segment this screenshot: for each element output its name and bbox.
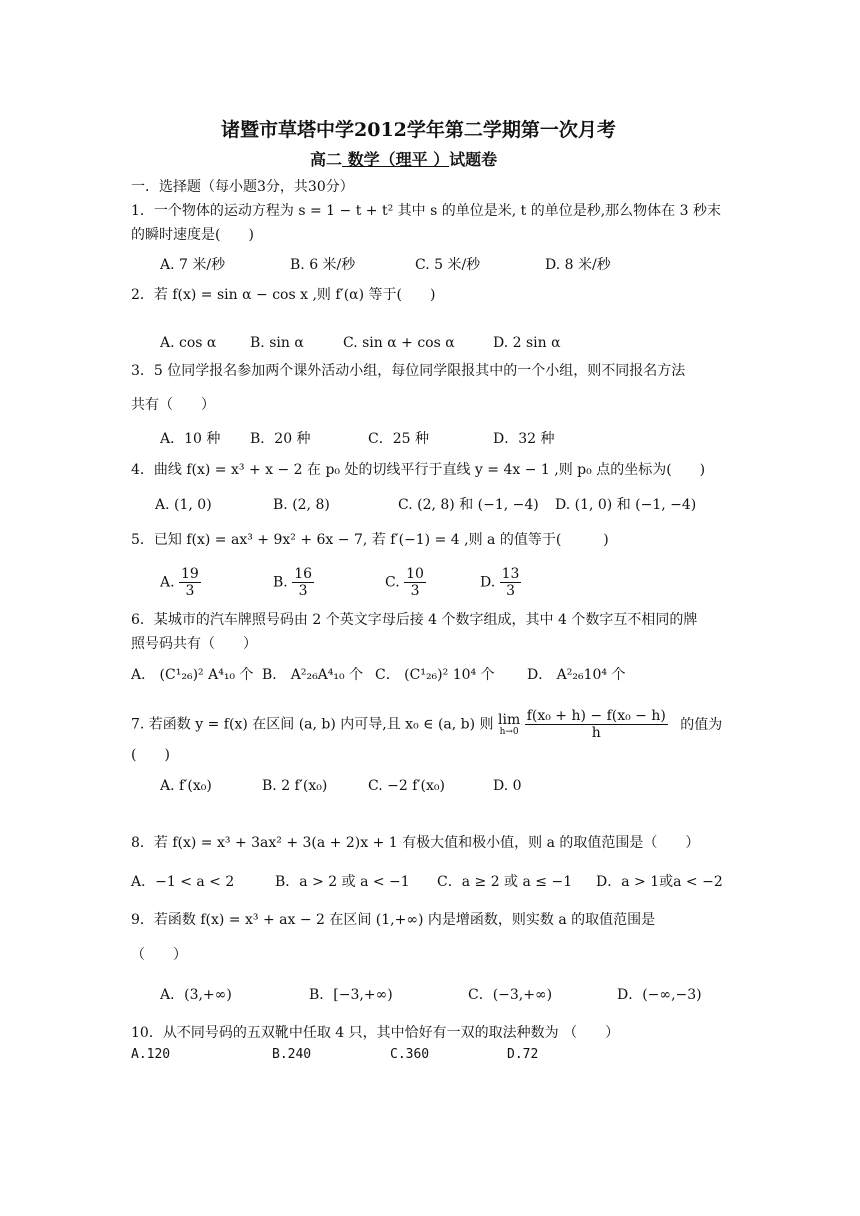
q6-option-a: A． (C¹₂₆)² A⁴₁₀ 个 [131,667,254,683]
q7-limit-sub: h→0 [499,726,519,737]
q5-option-d-num: 13 [501,566,520,582]
q7-option-a: A. f′(x₀) [160,778,212,794]
q7-stem-prefix: 7. 若函数 y = f(x) 在区间 (a, b) 内可导,且 x₀ ∈ (a, b) 则 [131,716,494,733]
q5-option-d-fraction [500,566,522,599]
q5-option-d-label: D. [480,574,496,591]
q7-option-d: D. 0 [493,778,522,794]
q7-stem-cont: ( ) [131,747,170,763]
q7-stem [131,708,722,741]
q8-option-b: B．a > 2 或 a < −1 [275,874,410,890]
q2-option-b: B. sin α [250,335,304,351]
q9-stem: 9．若函数 f(x) = x³ + ax − 2 在区间 (1,+∞) 内是增函数，则实数 a 的取值范围是 [131,912,656,928]
q4-option-a: A. (1, 0) [155,497,212,513]
q3-option-a: A．10 种 [160,431,221,447]
q9-option-a: A．(3,+∞) [160,987,232,1003]
q2-stem: 2．若 f(x) = sin α − cos x ,则 f′(α) 等于( ) [131,287,436,303]
q1-option-b: B. 6 米/秒 [290,257,356,273]
q1-option-d: D. 8 米/秒 [545,257,611,273]
q7-denominator: h [591,725,601,741]
q2-option-c: C. sin α + cos α [343,335,455,351]
q5-option-a [160,566,201,599]
section-heading: 一．选择题（每小题3分，共30分） [131,179,354,195]
q3-option-c: C．25 种 [368,431,429,447]
subtitle-suffix: 试题卷 [449,150,498,169]
q5-option-d-den: 3 [506,583,516,599]
q8-option-d: D．a > 1或a < −2 [596,874,723,890]
q1-stem: 1．一个物体的运动方程为 s = 1 − t + t² 其中 s 的单位是米, t 的单位是秒,那么物体在 3 秒末 [131,203,721,219]
q3-option-d: D．32 种 [493,431,555,447]
q10-option-a: A.120 [131,1047,171,1062]
q5-option-d [480,566,521,599]
q4-option-d: D. (1, 0) 和 (−1, −4) [555,497,697,513]
q7-stem-suffix: 的值为 [680,716,723,733]
q5-option-c [385,566,426,599]
q10-option-b: B.240 [272,1047,312,1062]
q8-option-a: A．−1 < a < 2 [131,874,235,890]
exam-title: 诸暨市草塔中学2012学年第二学期第一次月考 [221,119,616,141]
q6-stem-cont: 照号码共有（ ） [131,636,257,652]
q6-option-d: D． A²₂₆10⁴ 个 [527,667,626,683]
q5-option-a-den: 3 [185,583,195,599]
q8-option-c: C．a ≥ 2 或 a ≤ −1 [437,874,573,890]
q5-option-b-num: 16 [294,566,313,582]
q5-option-a-fraction [179,566,201,599]
subtitle-grade: 高二 [310,150,343,169]
q2-option-a: A. cos α [160,335,217,351]
q5-option-a-label: A. [160,574,175,591]
q7-option-b: B. 2 f′(x₀) [262,778,328,794]
q7-fraction [525,708,668,741]
q5-option-b-label: B. [273,574,288,591]
q9-stem-cont: （ ） [131,947,187,963]
q10-stem: 10．从不同号码的五双靴中任取 4 只，其中恰好有一双的取法种数为 （ ） [131,1025,620,1041]
q7-limit [498,713,520,737]
q3-option-b: B．20 种 [250,431,311,447]
subtitle-subject: 数学（理平 ） [342,150,450,169]
q8-stem: 8．若 f(x) = x³ + 3ax² + 3(a + 2)x + 1 有极大值和极小值，则 a 的取值范围是（ ） [131,835,700,851]
q10-option-c: C.360 [390,1047,430,1062]
q6-option-c: C． (C¹₂₆)² 10⁴ 个 [375,667,495,683]
q7-limit-label: lim [498,711,521,728]
q3-stem-cont: 共有（ ） [131,397,215,413]
q5-option-c-den: 3 [410,583,420,599]
q1-stem-cont: 的瞬时速度是( ) [131,227,254,243]
q9-option-d: D．(−∞,−3) [617,987,702,1003]
q7-numerator: f(x₀ + h) − f(x₀ − h) [526,708,666,724]
q4-option-b: B. (2, 8) [273,497,330,513]
q6-stem: 6．某城市的汽车牌照号码由 2 个英文字母后接 4 个数字组成，其中 4 个数字互不相同的牌 [131,612,698,628]
q4-stem: 4．曲线 f(x) = x³ + x − 2 在 p₀ 处的切线平行于直线 y = 4x − 1 ,则 p₀ 点的坐标为( ) [131,462,706,478]
q4-option-c: C. (2, 8) 和 (−1, −4) [398,497,539,513]
q3-stem: 3．5 位同学报名参加两个课外活动小组，每位同学限报其中的一个小组，则不同报名方法 [131,363,686,379]
q1-option-a: A. 7 米/秒 [160,257,226,273]
q5-option-b-den: 3 [298,583,308,599]
q2-option-d: D. 2 sin α [493,335,561,351]
q5-option-b [273,566,314,599]
q5-option-c-num: 10 [406,566,424,582]
q10-option-d: D.72 [507,1047,539,1062]
q5-option-c-fraction [404,566,426,599]
q5-option-b-fraction [292,566,314,599]
q9-option-c: C．(−3,+∞) [468,987,553,1003]
q5-stem: 5．已知 f(x) = ax³ + 9x² + 6x − 7, 若 f′(−1) = 4 ,则 a 的值等于( ) [131,532,609,548]
q5-option-a-num: 19 [181,566,199,582]
exam-subtitle [310,150,497,170]
q9-option-b: B．[−3,+∞) [309,987,393,1003]
q6-option-b: B． A²₂₆A⁴₁₀ 个 [262,667,364,683]
q7-option-c: C. −2 f′(x₀) [368,778,445,794]
q1-option-c: C. 5 米/秒 [415,257,481,273]
q5-option-c-label: C. [385,574,400,591]
